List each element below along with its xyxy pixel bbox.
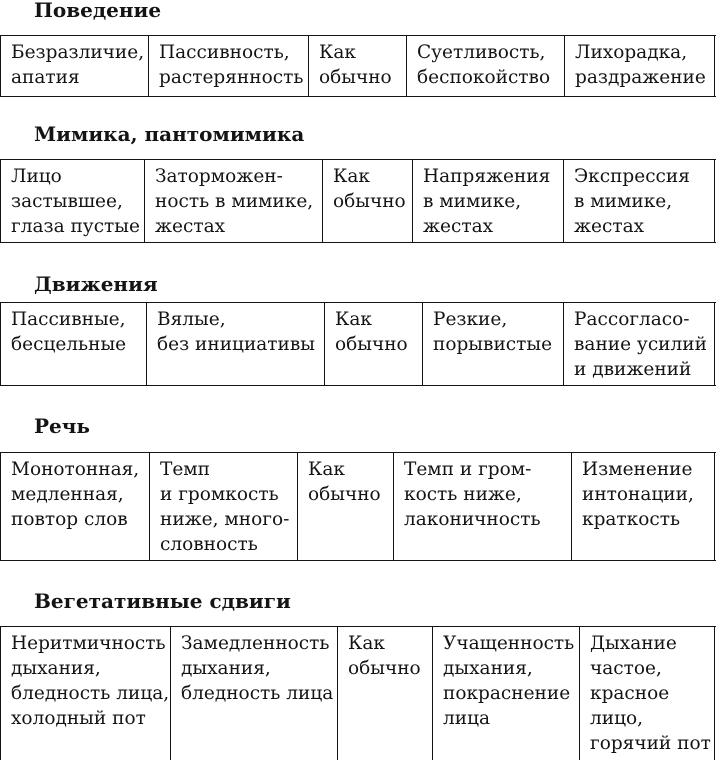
facial-cell-4: Напряжения в мимике, жестах (412, 160, 563, 242)
movements-row (0, 302, 716, 386)
facial-cell-5: Экспрессия в мимике, жестах (563, 160, 715, 242)
movements-cell-5: Рассогласо- вание усилий и движений (563, 303, 715, 385)
section-title-behavior: Поведение (34, 0, 162, 22)
section-title-vegetative-shifts: Вегетативные сдвиги (34, 589, 291, 613)
vegetative-row (0, 626, 716, 760)
facial-cell-3: Как обычно (322, 160, 412, 242)
behavior-cell-5: Лихорадка, раздражение (564, 36, 715, 96)
movements-cell-3: Как обычно (324, 303, 422, 385)
vegetative-cell-3: Как обычно (337, 627, 432, 760)
vegetative-cell-2: Замедленность дыхания, бледность лица (170, 627, 337, 760)
behavior-cell-2: Пассивность, растерянность (148, 36, 308, 96)
section-title-speech: Речь (34, 414, 90, 438)
section-title-facial-expression: Мимика, пантомимика (34, 122, 305, 146)
behavior-cell-1: Безразличие, апатия (0, 36, 148, 96)
movements-cell-4: Резкие, порывистые (422, 303, 563, 385)
facial-expression-row (0, 159, 716, 243)
vegetative-cell-4: Учащенность дыхания, покраснение лица (432, 627, 579, 760)
movements-cell-1: Пассивные, бесцельные (0, 303, 146, 385)
movements-cell-2: Вялые, без инициативы (146, 303, 324, 385)
speech-cell-1: Монотонная, медленная, повтор слов (0, 453, 149, 560)
facial-cell-2: Заторможен- ность в мимике, жестах (144, 160, 322, 242)
vegetative-cell-1: Неритмичность дыхания, бледность лица, холодный пот (0, 627, 170, 760)
vegetative-cell-5: Дыхание частое, красное лицо, горячий пот (579, 627, 715, 760)
behavior-cell-4: Суетливость, беспокойство (406, 36, 564, 96)
speech-row (0, 452, 716, 561)
behavior-cell-3: Как обычно (308, 36, 406, 96)
facial-cell-1: Лицо застывшее, глаза пустые (0, 160, 144, 242)
speech-cell-5: Изменение интонации, краткость (571, 453, 715, 560)
section-title-movements: Движения (34, 272, 158, 296)
speech-cell-4: Темп и гром- кость ниже, лаконичность (393, 453, 571, 560)
speech-cell-2: Темп и громкость ниже, много- словность (149, 453, 297, 560)
behavior-row (0, 35, 716, 97)
speech-cell-3: Как обычно (297, 453, 393, 560)
